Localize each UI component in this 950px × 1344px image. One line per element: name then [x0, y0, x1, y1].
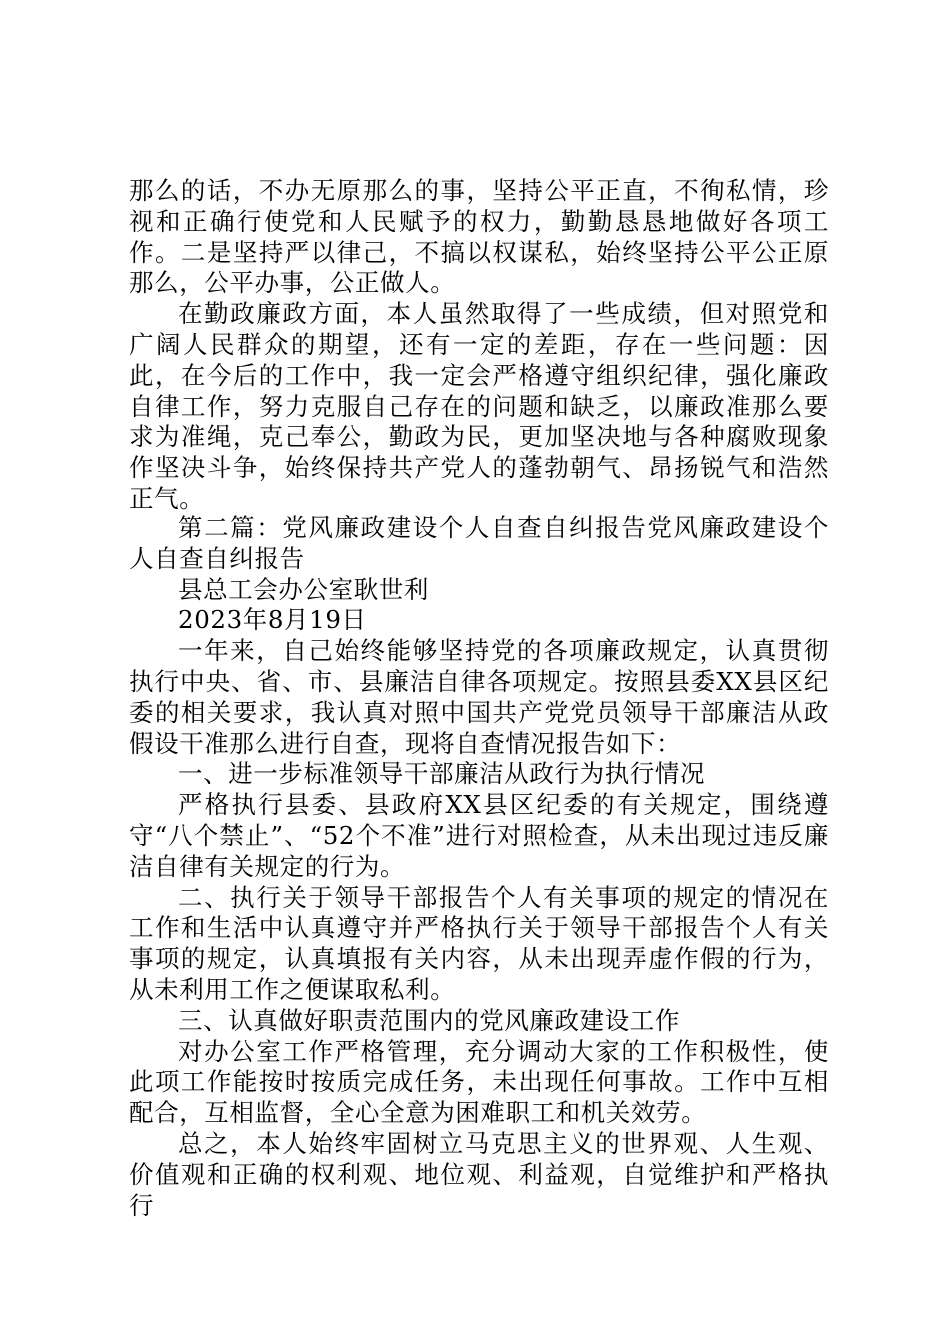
conclusion-paragraph: 在勤政廉政方面，本人虽然取得了一些成绩，但对照党和广阔人民群众的期望，还有一定的差距，存在一些问题：因此，在今后的工作中，我一定会严格遵守组织纪律，强化廉政自律工作，努力克服自己存在的问题和缺乏，以廉政准那么要求为准绳，克己奉公，勤政为民，更加坚决地与各种腐败现象作坚决斗争，始终保持共产党人的蓬勃朝气、昂扬锐气和浩然正气。: [129, 299, 829, 513]
report-heading: 三、认真做好职责范围内的党风廉政建设工作: [178, 1005, 680, 1035]
report-paragraph: 一年来，自己始终能够坚持党的各项廉政规定，认真贯彻执行中央、省、市、县廉洁自律各项规定。按照县委XX县区纪委的相关要求，我认真对照中国共产党党员领导干部廉洁从政假设干准那么进行自查，现将自查情况报告如下：: [129, 636, 829, 758]
report-paragraph: 对办公室工作严格管理，充分调动大家的工作积极性，使此项工作能按时按质完成任务，未出现任何事故。工作中互相配合，互相监督，全心全意为困难职工和机关效劳。: [129, 1036, 829, 1128]
report-heading: 一、进一步标准领导干部廉洁从政行为执行情况: [178, 759, 706, 789]
date-line: 2023年8月19日: [178, 605, 367, 635]
author-line: 县总工会办公室耿世利: [178, 574, 429, 604]
section-title: 第二篇：党风廉政建设个人自查自纠报告党风廉政建设个人自查自纠报告: [129, 513, 829, 573]
part2-section: [129, 513, 829, 1221]
continuation-paragraph: 那么的话，不办无原那么的事，坚持公平正直，不徇私情，珍视和正确行使党和人民赋予的权力，勤勤恳恳地做好各项工作。二是坚持严以律己，不搞以权谋私，始终坚持公平公正原那么，公平办事，公正做人。: [129, 176, 829, 298]
report-paragraph: 二、执行关于领导干部报告个人有关事项的规定的情况在工作和生活中认真遵守并严格执行关于领导干部报告个人有关事项的规定，认真填报有关内容，从未出现弄虚作假的行为，从未利用工作之便谋取私利。: [129, 882, 829, 1004]
part1-section: [129, 176, 829, 515]
report-paragraph: 严格执行县委、县政府XX县区纪委的有关规定，围绕遵守“八个禁止”、“52个不准”进行对照检查，从未出现过违反廉洁自律有关规定的行为。: [129, 790, 829, 881]
report-paragraph: 总之，本人始终牢固树立马克思主义的世界观、人生观、价值观和正确的权利观、地位观、利益观，自觉维护和严格执行: [129, 1128, 829, 1220]
